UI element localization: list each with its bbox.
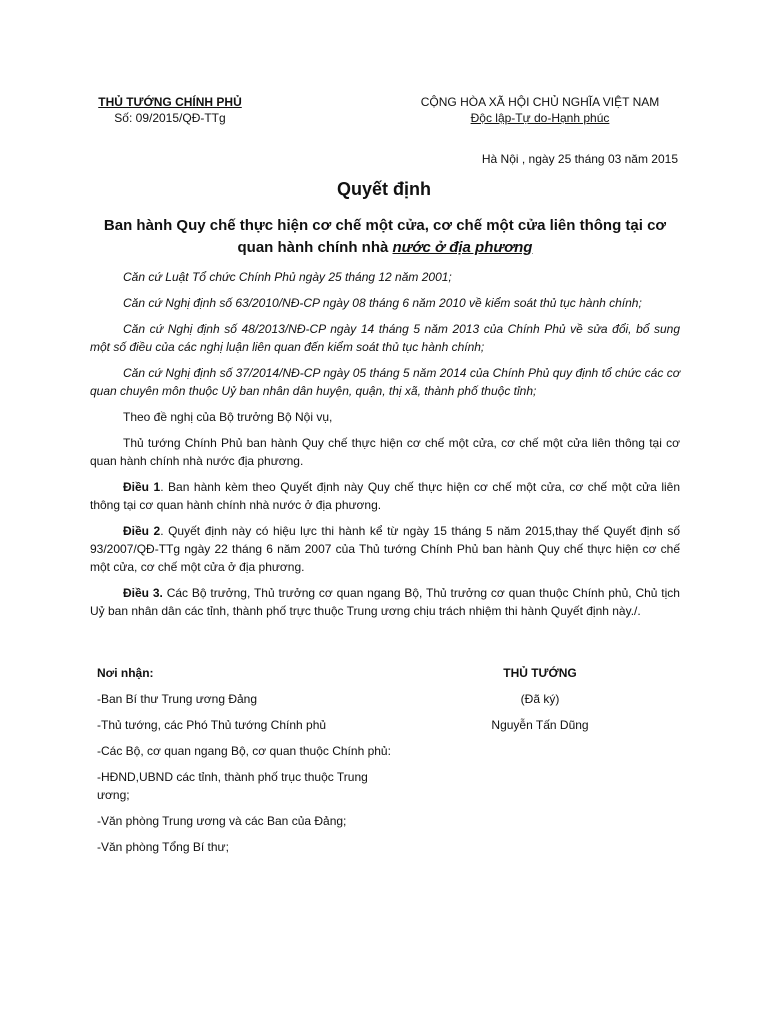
subtitle-main: Ban hành Quy chế thực hiện cơ chế một cửa, cơ chế một cửa liên thông tại cơ quan hành chính nhà [103, 217, 667, 256]
proposal-paragraph: Theo đề nghị của Bộ trưởng Bộ Nội vụ, [123, 410, 333, 424]
recipient-item: -Văn phòng Trung ương và các Ban của Đảng; [97, 814, 347, 828]
article-3 [90, 584, 680, 620]
document-number: Số: 09/2015/QĐ-TTg [114, 111, 226, 125]
national-motto: Độc lập-Tự do-Hạnh phúc [470, 111, 610, 125]
issuer-name: THỦ TƯỚNG CHÍNH PHỦ [98, 95, 242, 109]
preamble-paragraph: Căn cứ Luật Tổ chức Chính Phủ ngày 25 tháng 12 năm 2001; [123, 270, 452, 284]
recipient-item: -Các Bộ, cơ quan ngang Bộ, cơ quan thuộc Chính phủ: [97, 744, 391, 758]
article-2 [90, 522, 680, 576]
article-text: . Ban hành kèm theo Quyết định này Quy chế thực hiện cơ chế một cửa, cơ chế một cửa liên thông tại cơ quan hành chính nhà nước ở địa phương. [90, 480, 680, 512]
nation-name: CỘNG HÒA XÃ HỘI CHỦ NGHĨA VIỆT NAM [420, 95, 660, 109]
preamble-paragraph: Căn cứ Nghị định số 63/2010/NĐ-CP ngày 08 tháng 6 năm 2010 về kiểm soát thủ tục hành chính; [123, 296, 642, 310]
decree-paragraph: Thủ tướng Chính Phủ ban hành Quy chế thực hiện cơ chế một cửa, cơ chế một cửa liên thông tại cơ quan hành chính nhà nước địa phương. [90, 436, 680, 468]
signer-role: THỦ TƯỚNG [503, 666, 577, 680]
article-1 [90, 478, 680, 514]
recipient-item: -Văn phòng Tổng Bí thư; [97, 840, 229, 854]
issuer-block [90, 95, 250, 125]
national-header [400, 95, 680, 125]
recipient-item: -Thủ tướng, các Phó Thủ tướng Chính phủ [97, 718, 327, 732]
recipient-item: -Ban Bí thư Trung ương Đảng [97, 692, 258, 706]
signed-note: (Đã ký) [520, 692, 560, 706]
recipients-label: Nơi nhận: [97, 666, 154, 680]
article-text: . Quyết định này có hiệu lực thi hành kể từ ngày 15 tháng 5 năm 2015,thay thế Quyết định số 93/2007/QĐ-TTg ngày 22 tháng 6 năm 2007 của Thủ tướng Chính Phủ ban hành Quy chế thực hiện cơ chế một cửa, cơ chế một cửa ở địa phương. [90, 524, 680, 574]
article-label: Điều 2 [123, 524, 161, 538]
preamble-paragraph: Căn cứ Nghị định số 37/2014/NĐ-CP ngày 05 tháng 5 năm 2014 của Chính Phủ quy định tổ chức các cơ quan chuyên môn thuộc Uỷ ban nhân dân huyện, quận, thị xã, thành phố thuộc tỉnh; [90, 366, 680, 398]
document-subtitle [90, 215, 680, 259]
article-label: Điều 1 [123, 480, 161, 494]
document-title: Quyết định [337, 179, 431, 199]
signature-block [440, 664, 640, 742]
preamble-paragraph: Căn cứ Nghị định số 48/2013/NĐ-CP ngày 14 tháng 5 năm 2013 của Chính Phủ về sửa đổi, bổ sung một số điều của các nghị luận liên quan đến kiểm soát thủ tục hành chính; [90, 322, 680, 354]
article-label: Điều 3. [123, 586, 163, 600]
document-body [90, 268, 680, 628]
recipient-item: -HĐND,UBND các tỉnh, thành phố trục thuộc Trung ương; [97, 770, 368, 802]
recipients-block [97, 664, 397, 864]
signer-name: Nguyễn Tấn Dũng [491, 718, 589, 732]
subtitle-emphasis: nước ở địa phương [392, 239, 533, 256]
article-text: Các Bộ trưởng, Thủ trưởng cơ quan ngang Bộ, Thủ trưởng cơ quan thuộc Chính phủ, Chủ tịch Uỷ ban nhân dân các tỉnh, thành phố trực thuộc Trung ương chịu trách nhiệm thi hành Quyết định này./. [90, 586, 680, 618]
dateline: Hà Nội , ngày 25 tháng 03 năm 2015 [481, 152, 678, 166]
